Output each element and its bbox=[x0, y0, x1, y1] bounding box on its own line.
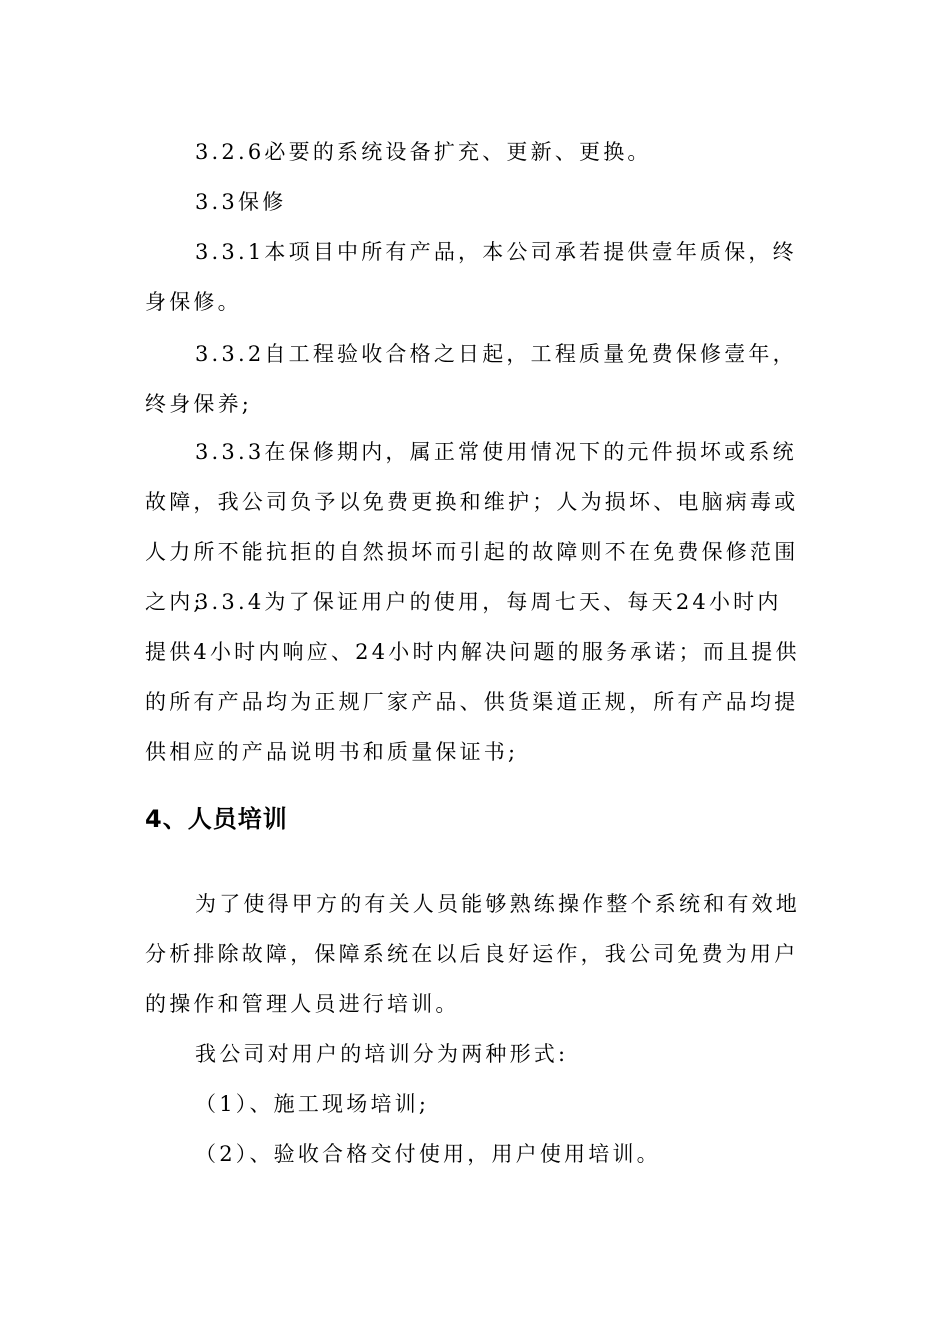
paragraph-3-3-3: 3.3.3在保修期内，属正常使用情况下的元件损坏或系统故障，我公司负予以免费更换和维护；人为损坏、电脑病毒或人力所不能抗拒的自然损坏而引起的故障则不在免费保修范围之内; bbox=[145, 440, 799, 614]
subsection-title-3-3: 3.3保修 bbox=[195, 190, 287, 214]
paragraph-3-3-4: 3.3.4为了保证用户的使用，每周七天、每天24小时内提供4小时内响应、24小时内解决问题的服务承诺；而且提供的所有产品均为正规厂家产品、供货渠道正规，所有产品均提供相应的产品说明书和质量保证书; bbox=[145, 590, 800, 764]
training-form-2: （2）、验收合格交付使用，用户使用培训。 bbox=[195, 1142, 661, 1166]
training-intro-paragraph: 为了使得甲方的有关人员能够熟练操作整个系统和有效地分析排除故障，保障系统在以后良好运作，我公司免费为用户的操作和管理人员进行培训。 bbox=[145, 892, 800, 1016]
paragraph-3-3-1: 3.3.1本项目中所有产品，本公司承若提供壹年质保，终身保修。 bbox=[145, 240, 797, 314]
paragraph-3-3-2: 3.3.2自工程验收合格之日起，工程质量免费保修壹年，终身保养; bbox=[145, 342, 797, 416]
paragraph-3-2-6: 3.2.6必要的系统设备扩充、更新、更换。 bbox=[195, 140, 652, 164]
training-form-1: （1）、施工现场培训; bbox=[195, 1092, 430, 1116]
section-heading-4: 4、人员培训 bbox=[145, 805, 288, 833]
training-forms-intro: 我公司对用户的培训分为两种形式: bbox=[195, 1042, 569, 1066]
